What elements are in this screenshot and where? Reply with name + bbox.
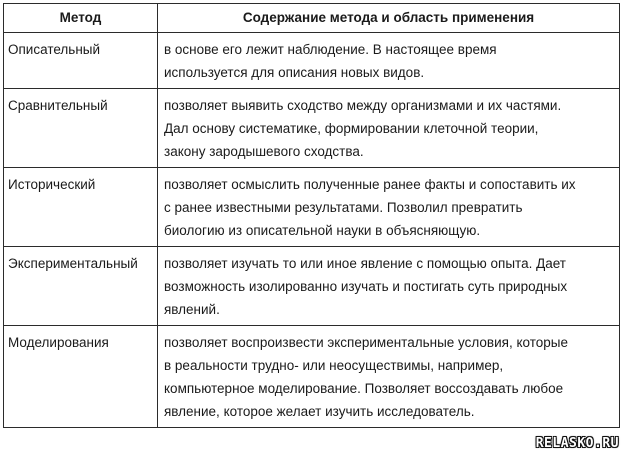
description-line: компьютерное моделирование. Позволяет воссоздавать любое bbox=[164, 381, 564, 396]
table-row bbox=[4, 326, 620, 428]
description-line: биологию из описательной науки в объясняющую. bbox=[164, 223, 481, 238]
method-description bbox=[158, 89, 620, 168]
description-line: закону зародышевого сходства. bbox=[164, 144, 364, 159]
description-line: в основе его лежит наблюдение. В настоящее время bbox=[164, 42, 497, 57]
description-line: Дал основу систематике, формировании клеточной теории, bbox=[164, 121, 539, 136]
description-line: явлений. bbox=[164, 302, 220, 317]
table-row bbox=[4, 247, 620, 326]
header-row bbox=[4, 4, 620, 33]
method-description bbox=[158, 247, 620, 326]
method-description bbox=[158, 326, 620, 428]
description-line: позволяет изучать то или иное явление с помощью опыта. Дает bbox=[164, 256, 566, 271]
table-row bbox=[4, 33, 620, 89]
description-line: позволяет осмыслить полученные ранее факты и сопоставить их bbox=[164, 177, 576, 192]
description-line: используется для описания новых видов. bbox=[164, 65, 425, 80]
description-line: явление, которое желает изучить исследователь. bbox=[164, 404, 475, 419]
table-row bbox=[4, 89, 620, 168]
method-name: Экспериментальный bbox=[4, 247, 158, 326]
description-line: с ранее известными результатами. Позволил превратить bbox=[164, 200, 523, 215]
header-method: Метод bbox=[4, 4, 158, 33]
method-description bbox=[158, 168, 620, 247]
method-description bbox=[158, 33, 620, 89]
description-line: позволяет выявить сходство между организмами и их частями. bbox=[164, 98, 562, 113]
methods-table bbox=[3, 3, 620, 428]
watermark: RELASKO.RU bbox=[535, 436, 619, 451]
method-name: Исторический bbox=[4, 168, 158, 247]
description-line: позволяет воспроизвести экспериментальные условия, которые bbox=[164, 335, 568, 350]
method-name: Описательный bbox=[4, 33, 158, 89]
method-name: Сравнительный bbox=[4, 89, 158, 168]
header-content: Содержание метода и область применения bbox=[158, 4, 620, 33]
description-line: в реальности трудно- или неосуществимы, например, bbox=[164, 358, 504, 373]
table-row bbox=[4, 168, 620, 247]
description-line: возможность изолированно изучать и постигать суть природных bbox=[164, 279, 568, 294]
method-name: Моделирования bbox=[4, 326, 158, 428]
